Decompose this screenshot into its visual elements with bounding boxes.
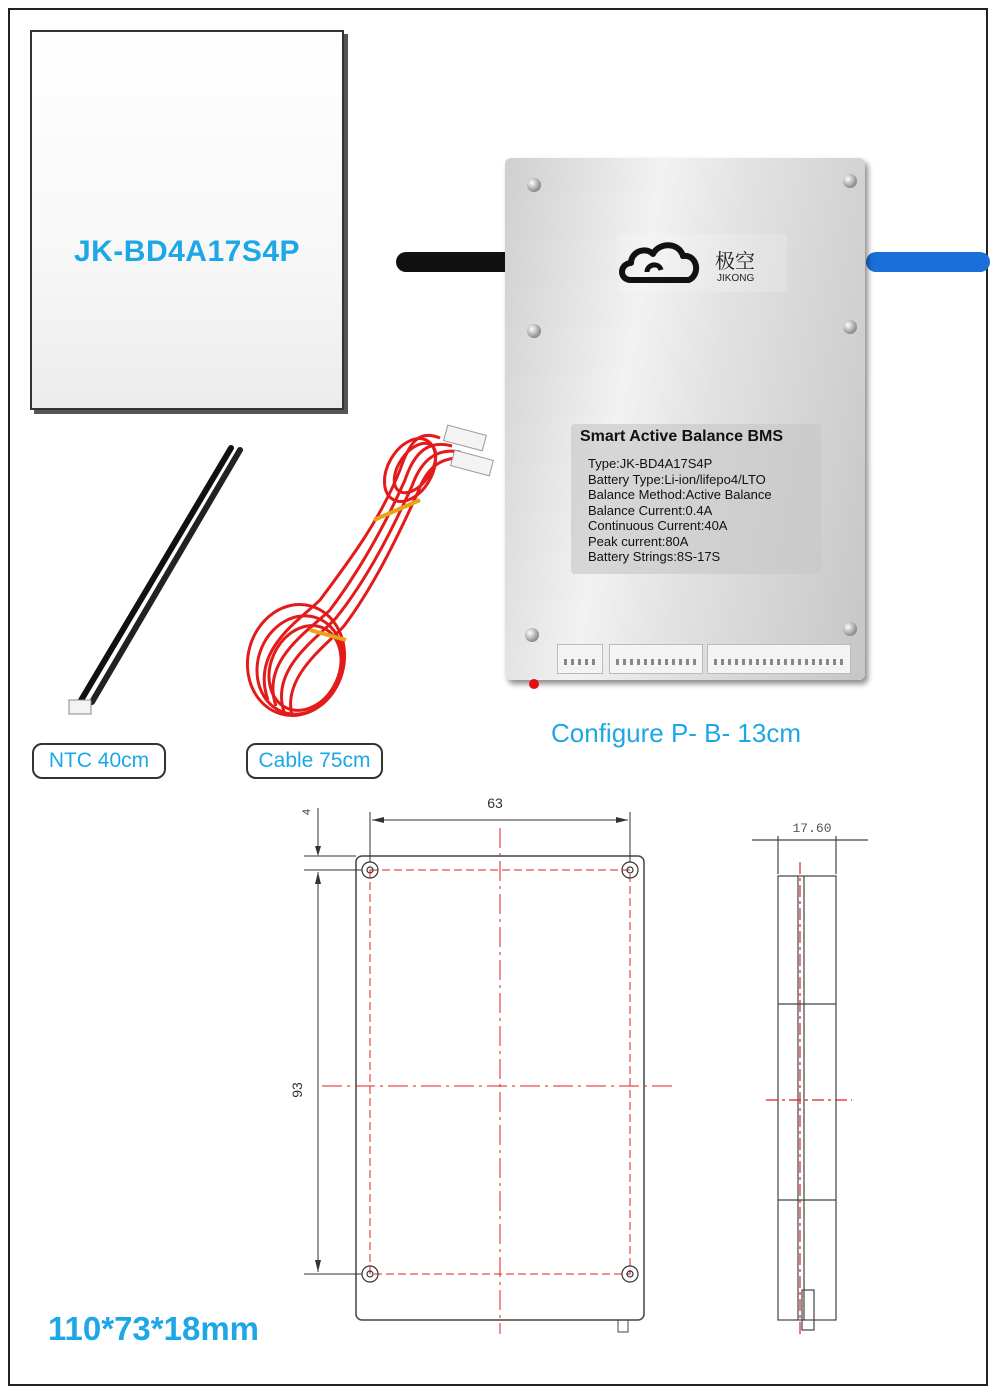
spec-line: Peak current:80A bbox=[588, 533, 689, 549]
spec-line: Battery Strings:8S-17S bbox=[588, 549, 721, 564]
spec-line: Continuous Current:40A bbox=[588, 518, 728, 533]
spec-line: Type:JK-BD4A17S4P bbox=[588, 456, 713, 471]
spec-line: Battery Type:Li-ion/lifepo4/LTO bbox=[588, 471, 766, 487]
cable-coil-image bbox=[235, 430, 468, 727]
logo-english-text: JIKONG bbox=[717, 273, 755, 284]
dim-thickness-label: 17.60 bbox=[792, 821, 832, 836]
logo-chinese-text: 极空 bbox=[715, 249, 755, 273]
dim-width-label: 63 bbox=[487, 795, 503, 811]
spec-line: Balance Current:0.4A bbox=[588, 502, 713, 518]
side-view-drawing bbox=[752, 836, 868, 1336]
configure-caption: Configure P- B- 13cm bbox=[551, 718, 801, 748]
spec-title: Smart Active Balance BMS bbox=[580, 428, 784, 445]
ntc-label: NTC 40cm bbox=[32, 743, 166, 779]
front-view-drawing bbox=[304, 808, 676, 1334]
cable-label: Cable 75cm bbox=[246, 743, 383, 779]
spec-line: Balance Method:Active Balance bbox=[588, 487, 772, 502]
model-name: JK-BD4A17S4P bbox=[73, 235, 301, 268]
dim-offset-label: 4 bbox=[301, 808, 313, 816]
ntc-probe-image bbox=[69, 448, 240, 714]
dim-height-label: 93 bbox=[289, 1082, 305, 1098]
overall-dimensions: 110*73*18mm bbox=[48, 1310, 260, 1347]
